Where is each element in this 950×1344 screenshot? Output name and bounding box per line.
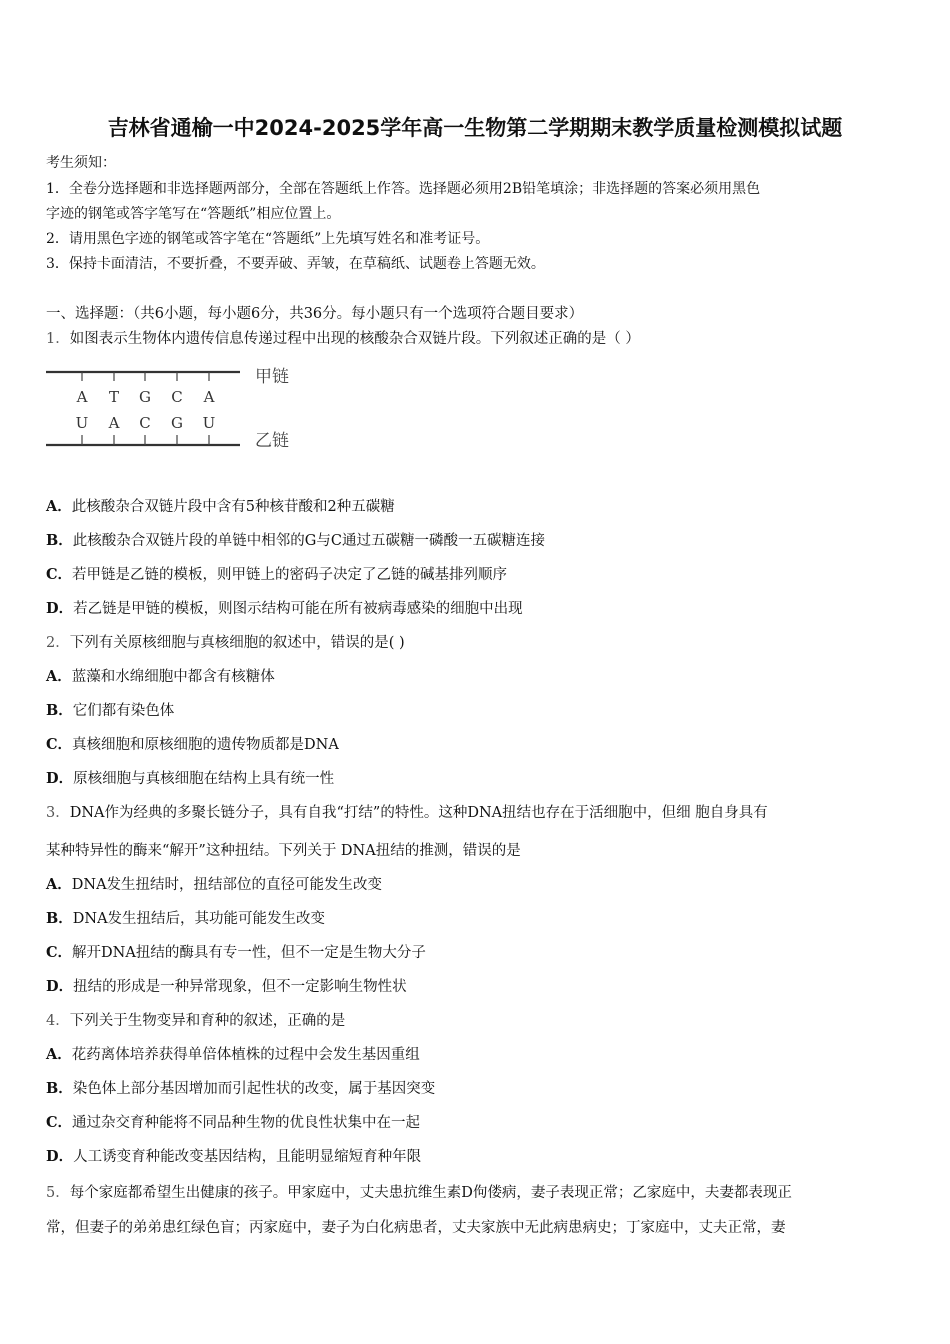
bottom-strand-label: 乙链 (255, 431, 289, 451)
option-text: 花药离体培养获得单倍体植株的过程中会发生基因重组 (71, 1047, 420, 1063)
q3-option-a (46, 873, 382, 894)
option-text: DNA发生扭结时，扭结部位的直径可能发生改变 (71, 877, 383, 893)
bottom-base: A (108, 414, 120, 432)
top-base: G (139, 388, 151, 406)
option-key: A． (46, 1046, 72, 1063)
question-number: 4． (46, 1013, 70, 1029)
notice-line-1: 1．全卷分选择题和非选择题两部分，全部在答题纸上作答。选择题必须用2B铅笔填涂；非选择题的答案必须用黑色 (46, 181, 761, 197)
page-title: 吉林省通榆一中2024-2025学年高一生物第二学期期末教学质量检测模拟试题 (107, 116, 843, 140)
question-stem: 下列有关原核细胞与真核细胞的叙述中，错误的是( ) (69, 635, 405, 651)
q4-option-b (46, 1077, 435, 1098)
option-text: 扭结的形成是一种异常现象，但不一定影响生物性状 (73, 979, 407, 995)
option-key: D． (46, 978, 74, 995)
question-3-continued: 某种特异性的酶来“解开”这种扭结。下列关于 DNA扭结的推测，错误的是 (46, 843, 521, 859)
bottom-base: U (202, 414, 216, 432)
question-1 (46, 327, 640, 348)
option-text: 染色体上部分基因增加而引起性状的改变，属于基因突变 (72, 1081, 436, 1097)
top-base: A (76, 388, 88, 406)
notice-line-2: 字迹的钢笔或答字笔写在“答题纸”相应位置上。 (46, 206, 341, 222)
question-stem: 下列关于生物变异和育种的叙述，正确的是 (69, 1013, 346, 1029)
option-text: 若乙链是甲链的模板，则图示结构可能在所有被病毒感染的细胞中出现 (73, 601, 523, 617)
option-key: B． (46, 532, 73, 549)
top-base: C (171, 388, 183, 406)
option-text: 它们都有染色体 (72, 703, 175, 719)
q1-option-b (46, 529, 545, 550)
q3-option-c (46, 941, 426, 962)
question-number: 3． (46, 805, 70, 821)
q3-option-d (46, 975, 407, 996)
bottom-base: G (171, 414, 183, 432)
question-5 (46, 1181, 792, 1202)
option-key: A． (46, 876, 72, 893)
option-text: 此核酸杂合双链片段中含有5种核苷酸和2种五碳糖 (71, 499, 395, 515)
q4-option-d (46, 1145, 421, 1166)
question-stem: DNA作为经典的多聚长链分子，具有自我“打结”的特性。这种DNA扭结也存在于活细胞中，但细 胞自身具有 (69, 805, 768, 821)
option-key: C． (46, 944, 73, 961)
hybrid-strand-diagram (44, 360, 304, 452)
question-5-continued: 常，但妻子的弟弟患红绿色盲；丙家庭中，妻子为白化病患者，丈夫家族中无此病患病史；丁家庭中，丈夫正常，妻 (46, 1220, 786, 1236)
option-text: 解开DNA扭结的酶具有专一性，但不一定是生物大分子 (72, 945, 426, 961)
notice-line-3: 2．请用黑色字迹的钢笔或答字笔在“答题纸”上先填写姓名和准考证号。 (46, 231, 490, 247)
option-key: C． (46, 566, 73, 583)
option-text: 真核细胞和原核细胞的遗传物质都是DNA (72, 737, 339, 753)
notice-line-4: 3．保持卡面清洁，不要折叠，不要弄破、弄皱，在草稿纸、试题卷上答题无效。 (46, 256, 545, 272)
q1-option-d (46, 597, 523, 618)
option-key: B． (46, 702, 73, 719)
option-key: B． (46, 910, 73, 927)
top-strand-label: 甲链 (255, 367, 289, 387)
option-key: A． (46, 498, 72, 515)
q1-option-a (46, 495, 395, 516)
question-stem: 如图表示生物体内遗传信息传递过程中出现的核酸杂合双链片段。下列叙述正确的是（ ） (69, 331, 640, 347)
q2-option-d (46, 767, 334, 788)
notice-heading: 考生须知： (46, 155, 116, 171)
bottom-base: C (139, 414, 151, 432)
question-number: 1． (46, 331, 70, 347)
option-key: A． (46, 668, 72, 685)
option-key: C． (46, 736, 73, 753)
option-key: D． (46, 600, 74, 617)
option-key: B． (46, 1080, 73, 1097)
q2-option-c (46, 733, 339, 754)
q4-option-c (46, 1111, 420, 1132)
bottom-base: U (75, 414, 89, 432)
question-3 (46, 801, 768, 822)
option-text: 蓝藻和水绵细胞中都含有核糖体 (71, 669, 275, 685)
option-key: D． (46, 770, 74, 787)
option-text: 通过杂交育种能将不同品种生物的优良性状集中在一起 (72, 1115, 421, 1131)
question-stem: 每个家庭都希望生出健康的孩子。甲家庭中，丈夫患抗维生素D佝偻病，妻子表现正常；乙家庭中，夫妻都表现正 (69, 1185, 792, 1201)
q1-option-c (46, 563, 507, 584)
question-4 (46, 1009, 345, 1030)
option-text: 若甲链是乙链的模板，则甲链上的密码子决定了乙链的碱基排列顺序 (72, 567, 508, 583)
option-text: 此核酸杂合双链片段的单链中相邻的G与C通过五碳糖一磷酸一五碳糖连接 (72, 533, 545, 549)
option-text: 原核细胞与真核细胞在结构上具有统一性 (73, 771, 335, 787)
section-heading: 一、选择题：（共6小题，每小题6分，共36分。每小题只有一个选项符合题目要求） (46, 306, 584, 322)
q2-option-b (46, 699, 174, 720)
q4-option-a (46, 1043, 420, 1064)
option-key: D． (46, 1148, 74, 1165)
top-base: T (108, 388, 120, 406)
option-text: DNA发生扭结后，其功能可能发生改变 (72, 911, 326, 927)
q3-option-b (46, 907, 325, 928)
question-number: 2． (46, 635, 70, 651)
q2-option-a (46, 665, 275, 686)
top-base: A (203, 388, 215, 406)
option-text: 人工诱变育种能改变基因结构，且能明显缩短育种年限 (73, 1149, 422, 1165)
question-number: 5． (46, 1185, 70, 1201)
question-2 (46, 631, 405, 652)
option-key: C． (46, 1114, 73, 1131)
